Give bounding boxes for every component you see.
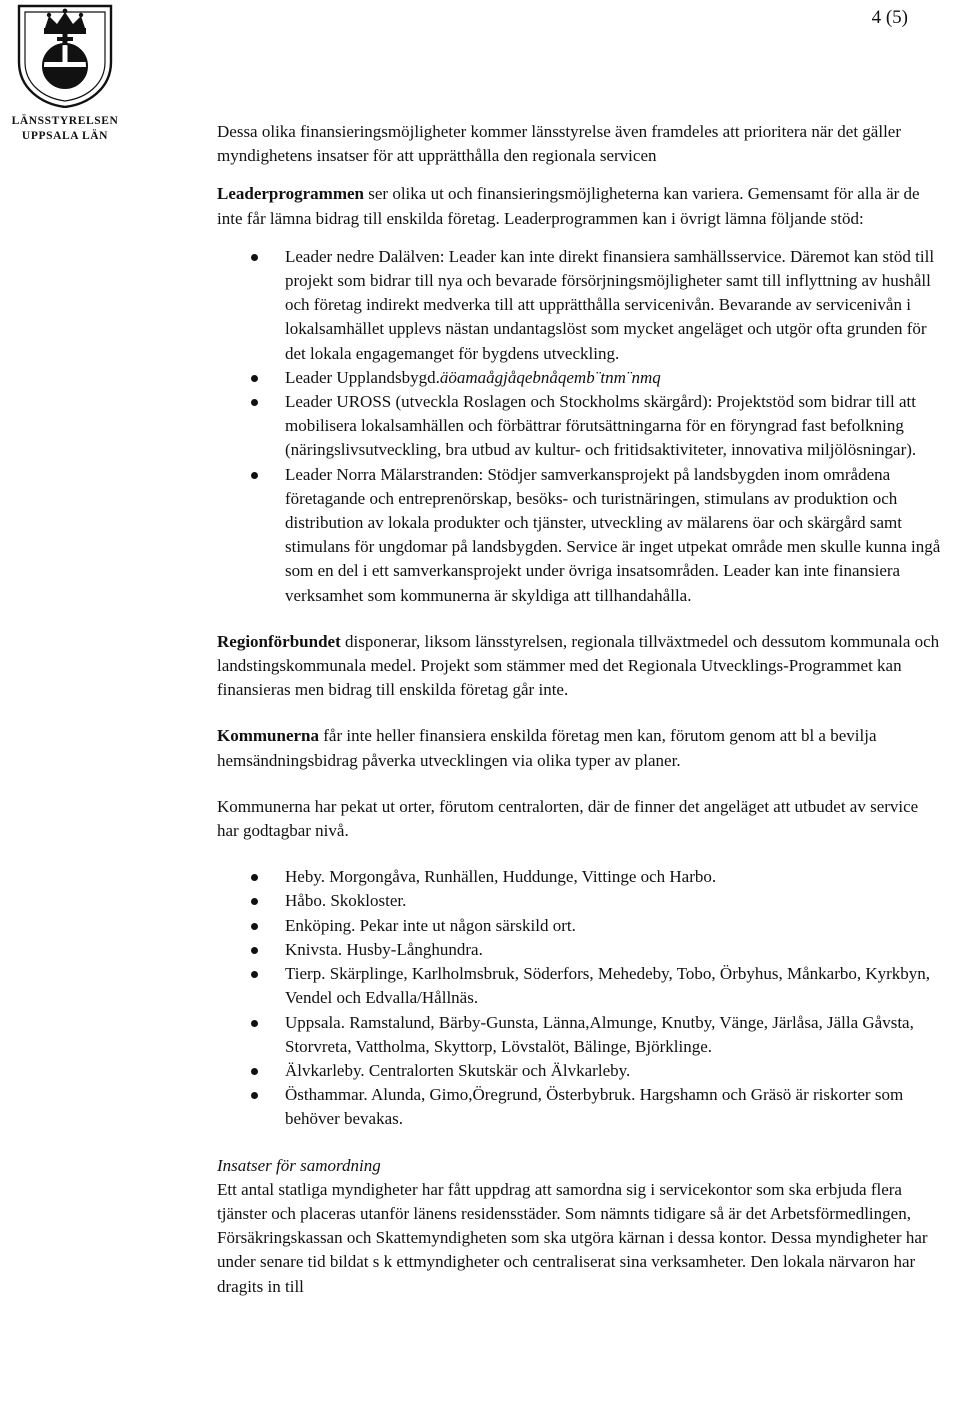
section-heading	[217, 1154, 942, 1178]
list-item: Leader UROSS (utveckla Roslagen och Stockholms skärgård): Projektstöd som bidrar till att mobilisera lokalsamhällen och förbättrar förutsättningarna för en föryngrad fast befolkning (näringslivsutveckling, bra utbud av kultur- och fritidsaktiviteter, innovativa miljölösningar).	[217, 390, 942, 463]
region-term: Regionförbundet	[217, 631, 341, 651]
orter-paragraph: Kommunerna har pekat ut orter, förutom centralorten, där de finner det angeläget att utbudet av service har godtagbar nivå.	[217, 796, 919, 841]
agency-logo	[4, 4, 126, 144]
kommun-paragraph	[217, 724, 942, 772]
kommun-text: får inte heller finansiera enskilda företag men kan, förutom genom att bl a bevilja hemsändningsbidrag påverka utvecklingen via olika typer av planer.	[217, 726, 877, 770]
leader-term: Leaderprogrammen	[217, 184, 364, 204]
list-item: Knivsta. Husby-Långhundra.	[217, 938, 942, 962]
list-item	[217, 366, 942, 390]
leader-upplandsbygd: Leader Upplandsbygd.	[285, 367, 440, 387]
list-item: Uppsala. Ramstalund, Bärby-Gunsta, Länna,Almunge, Knutby, Vänge, Järlåsa, Jälla Gåvsta, Storvreta, Vattholma, Skyttorp, Lövstalöt, Bälinge, Björklinge.	[217, 1011, 942, 1059]
list-item: Heby. Morgongåva, Runhällen, Huddunge, Vittinge och Harbo.	[217, 865, 942, 889]
leader-list	[217, 245, 942, 608]
leader-text: ser olika ut och finansieringsmöjligheterna kan variera. Gemensamt för alla är de inte får lämna bidrag till enskilda företag. Leaderprogrammen kan i övrigt lämna följande stöd:	[217, 184, 920, 228]
section-heading-text: Insatser för samordning	[217, 1155, 381, 1175]
list-item: Enköping. Pekar inte ut någon särskild ort.	[217, 914, 942, 938]
kommun-term: Kommunerna	[217, 726, 319, 746]
leader-paragraph	[217, 182, 942, 230]
document-body	[217, 120, 942, 1299]
crown-orb-icon	[11, 4, 119, 108]
list-item: Leader nedre Dalälven: Leader kan inte direkt finansiera samhällsservice. Däremot kan stöd till projekt som bidrar till nya och bevarade försörjningsmöjligheter samt till inflyttning av hushåll och företag indirekt medverka till att upprätthålla servicenivån. Bevarande av servicenivån i lokalsamhället upplevs nästan undantagslöst som mycket angeläget och utgör ofta grunden för det lokala engagemanget för bygdens utveckling.	[217, 245, 942, 366]
logo-line-1: LÄNSSTYRELSEN	[11, 115, 119, 127]
list-item: Tierp. Skärplinge, Karlholmsbruk, Söderfors, Mehedeby, Tobo, Örbyhus, Månkarbo, Kyrkbyn, Vendel och Edvalla/Hållnäs.	[217, 962, 942, 1010]
final-paragraph: Ett antal statliga myndigheter har fått uppdrag att samordna sig i servicekontor som ska erbjuda flera tjänster och placeras utanför länens residensstäder. Som nämnts tidigare så är det Arbetsförmedlingen, Försäkringskassan och Skattemyndigheten som ska utgöra kärnan i dessa kontor. Dessa myndigheter har under senare tid bildat s k ettmyndigheter och centraliserat sina verksamheter. Den lokala närvaron har dragits in till	[217, 1179, 928, 1296]
list-item: Älvkarleby. Centralorten Skutskär och Älvkarleby.	[217, 1059, 942, 1083]
region-text: disponerar, liksom länsstyrelsen, regionala tillväxtmedel och dessutom kommunala och landstingskommunala medel. Projekt som stämmer med det Regionala Utvecklings-Programmet kan finansieras men bidrag till enskilda företag går inte.	[217, 631, 940, 700]
garbled-text: äöamaågjåqebnåqemb¨tnm¨nmq	[439, 367, 661, 387]
list-item: Östhammar. Alunda, Gimo,Öregrund, Österbybruk. Hargshamn och Gräsö är riskorter som behöver bevakas.	[217, 1083, 942, 1131]
list-item: Håbo. Skokloster.	[217, 889, 942, 913]
intro-paragraph: Dessa olika finansieringsmöjligheter kommer länsstyrelse även framdeles att prioritera när det gäller myndighetens insatser för att upprätthålla den regionala servicen	[217, 122, 902, 166]
region-paragraph	[217, 630, 942, 703]
logo-line-2: UPPSALA LÄN	[21, 130, 109, 142]
kommun-list	[217, 865, 942, 1131]
page-number: 4 (5)	[871, 7, 908, 28]
list-item: Leader Norra Mälarstranden: Stödjer samverkansprojekt på landsbygden inom områdena företagande och entreprenörskap, besöks- och turistnäringen, stimulans av produktion och distribution av lokala produkter och tjänster, utveckling av mälarens öar och skärgård samt stimulans för ungdomar på landsbygden. Service är inget utpekat område men skulle kunna ingå som en del i ett samverkansprojekt under övriga insatsområden. Leader kan inte finansiera verksamhet som kommunerna är skyldiga att tillhandahålla.	[217, 463, 942, 608]
